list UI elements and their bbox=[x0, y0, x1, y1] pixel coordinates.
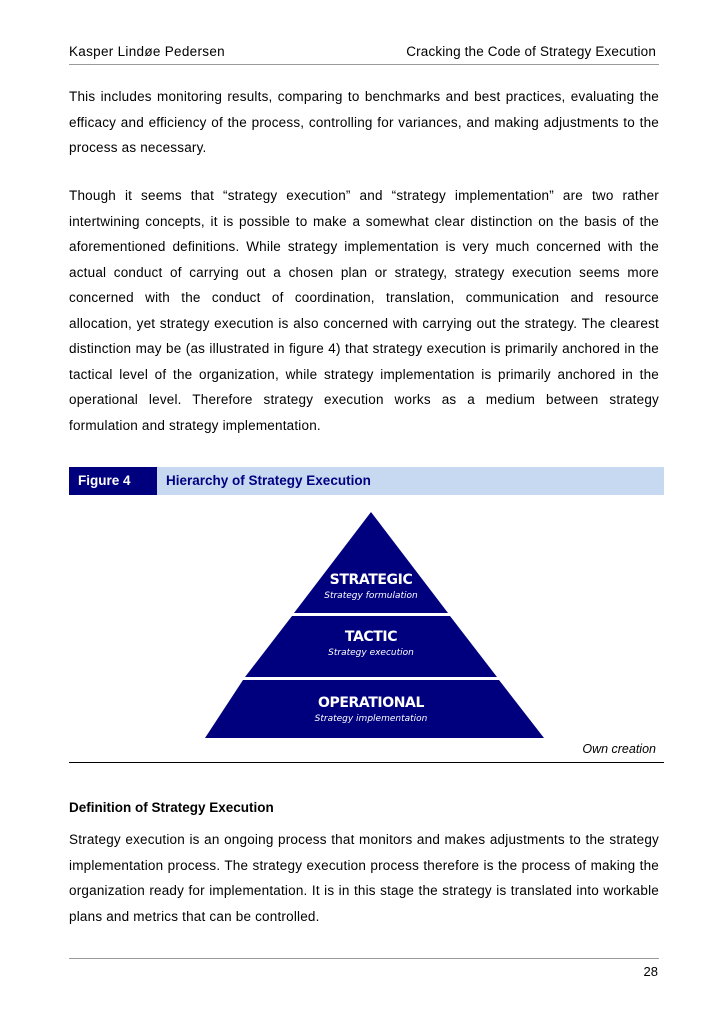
body-paragraph-2: Though it seems that “strategy execution” and “strategy implementation” are two rather intertwining concepts, it is possible to make a somewhat clear distinction on the basis of the aforementioned definitions. While strategy implementation is very much concerned with the actual conduct of carrying out a chosen plan or strategy, strategy execution seems more concerned with the conduct of coordination, translation, communication and resource allocation, yet strategy execution is also concerned with carrying out the strategy. The clearest distinction may be (as illustrated in figure 4) that strategy execution is primarily anchored in the tactical level of the organization, while strategy implementation is primarily anchored in the operational level. Therefore strategy execution works as a medium between strategy formulation and strategy implementation. bbox=[69, 188, 659, 433]
level-name-operational: OPERATIONAL bbox=[318, 695, 424, 711]
figure-title: Hierarchy of Strategy Execution bbox=[166, 473, 371, 488]
page-header bbox=[69, 42, 659, 65]
figure-label: Figure 4 bbox=[69, 467, 157, 495]
figure-caption-bar bbox=[69, 467, 664, 495]
footer-rule bbox=[69, 958, 659, 959]
body-paragraph-3: Strategy execution is an ongoing process that monitors and makes adjustments to the strategy implementation process. The strategy execution process therefore is the process of making the organization ready for implementation. It is in this stage the strategy is translated into workable plans and metrics that can be controlled. bbox=[69, 832, 659, 924]
pyramid-level-tactic bbox=[245, 616, 497, 677]
level-sub-tactic: Strategy execution bbox=[328, 648, 414, 658]
section-heading: Definition of Strategy Execution bbox=[69, 800, 274, 815]
level-name-strategic: STRATEGIC bbox=[329, 572, 413, 588]
level-sub-operational: Strategy implementation bbox=[314, 714, 428, 724]
level-sub-strategic: Strategy formulation bbox=[324, 591, 418, 601]
body-paragraph-1: This includes monitoring results, comparing to benchmarks and best practices, evaluating the efficacy and efficiency of the process, controlling for variances, and making adjustments to the process as necessary. bbox=[69, 89, 659, 155]
header-author: Kasper Lindøe Pedersen bbox=[69, 44, 225, 59]
figure-bottom-rule bbox=[69, 762, 664, 763]
figure-credit: Own creation bbox=[582, 742, 656, 756]
header-title: Cracking the Code of Strategy Execution bbox=[406, 44, 656, 59]
page-number: 28 bbox=[643, 964, 658, 979]
hierarchy-pyramid bbox=[200, 505, 545, 740]
level-name-tactic: TACTIC bbox=[344, 629, 398, 645]
